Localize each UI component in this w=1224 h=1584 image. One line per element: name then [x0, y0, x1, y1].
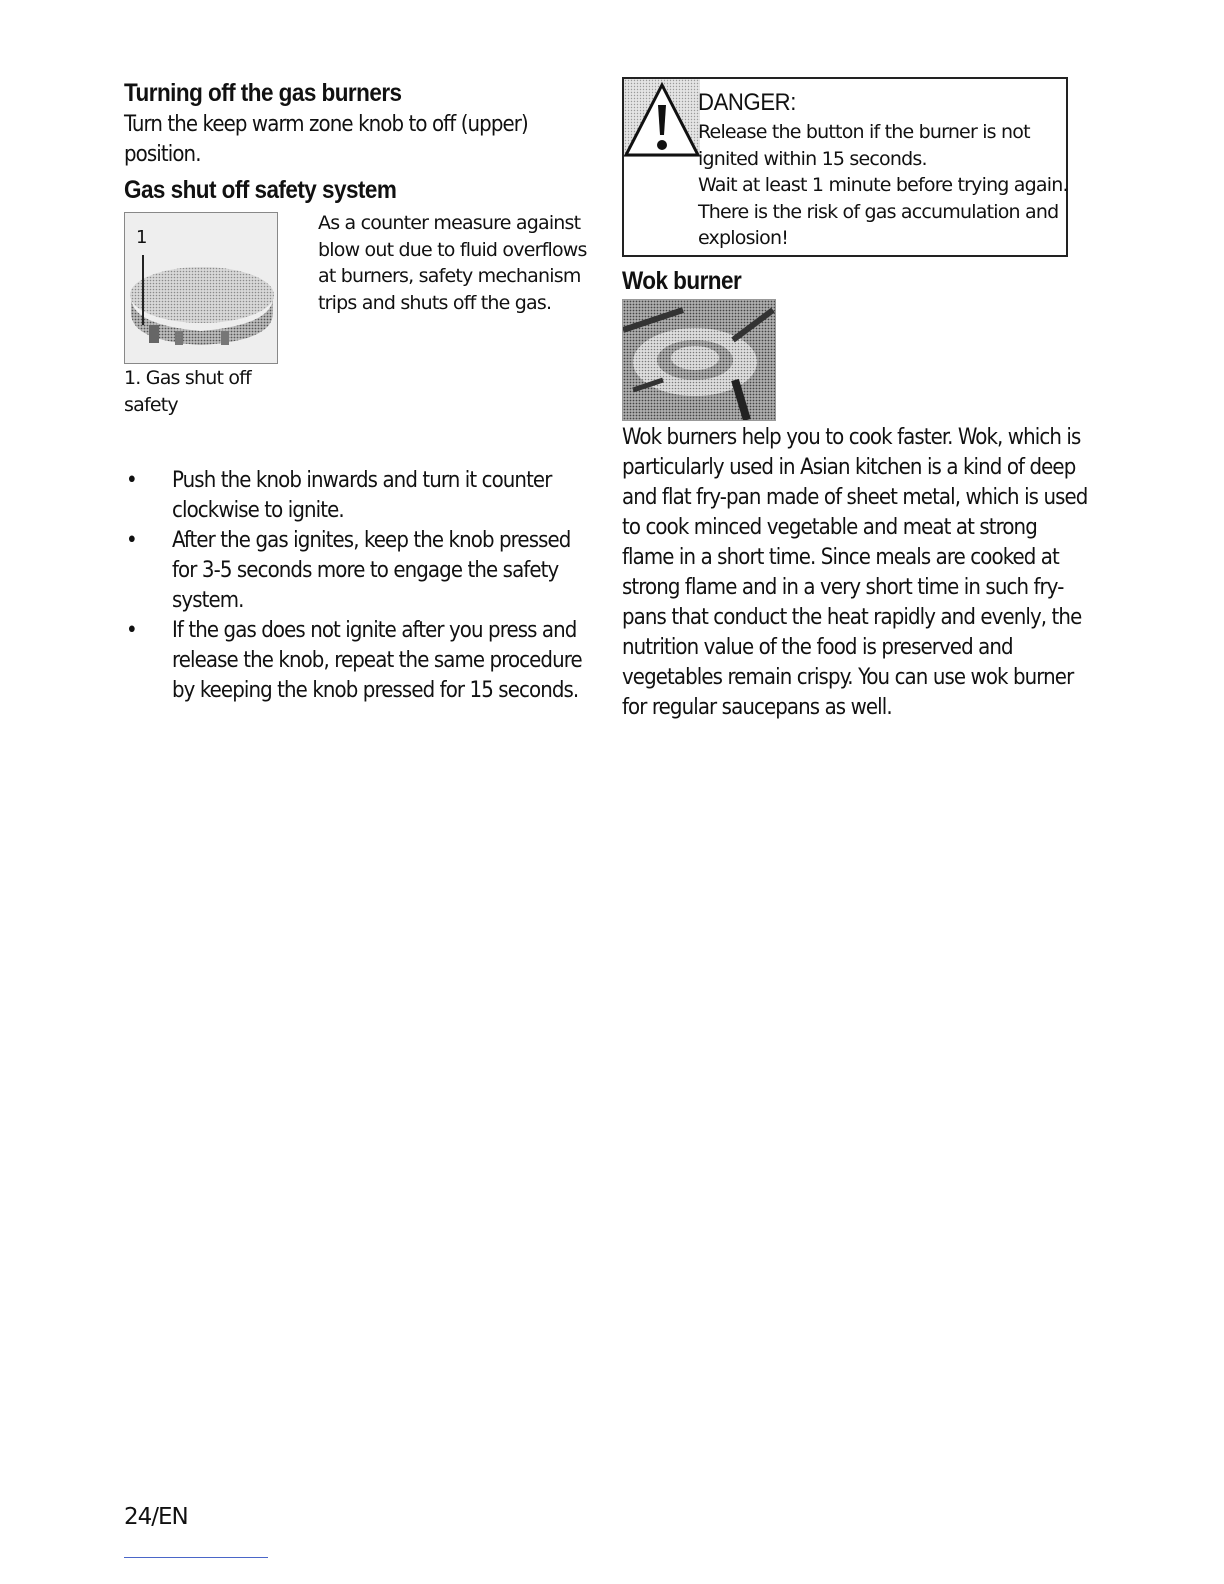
- left-column: [124, 76, 594, 706]
- danger-line: There is the risk of gas accumulation and: [698, 200, 1059, 223]
- ignition-steps-list: [124, 466, 594, 706]
- turning-off-heading: Turning off the gas burners: [124, 79, 402, 107]
- danger-text: [698, 119, 1068, 252]
- wok-burner-image: [622, 299, 776, 421]
- wok-burner-illustration: [623, 300, 775, 420]
- danger-line: ignited within 15 seconds.: [698, 147, 927, 170]
- figure-label-number: 1: [136, 227, 148, 248]
- list-item: • After the gas ignites, keep the knob pressed for 3-5 seconds more to engage the safety system.: [126, 528, 571, 613]
- footer-divider: [124, 1557, 268, 1558]
- right-column: [622, 76, 1092, 723]
- wok-burner-heading: Wok burner: [622, 267, 742, 295]
- danger-line: Release the button if the burner is not: [698, 121, 1030, 143]
- list-item: • Push the knob inwards and turn it counter clockwise to ignite.: [126, 468, 552, 523]
- burner-image: [124, 212, 278, 364]
- wok-burner-text: Wok burners help you to cook faster. Wok, which is particularly used in Asian kitchen is a kind of deep and flat fry-pan made of sheet metal, which is used to cook minced vegetable and meat at strong flame in a short time. Since meals are cooked at strong flame and in a very short time in such fry-pans that conduct the heat rapidly and evenly, the nutrition value of the food is preserved and vegetables remain crispy. You can use wok burner for regular saucepans as well.: [622, 425, 1088, 720]
- page-number: 24/EN: [124, 1504, 188, 1530]
- burner-illustration: [125, 213, 277, 363]
- bullet-icon: •: [126, 618, 137, 643]
- danger-warning-box: [622, 77, 1068, 257]
- list-item: • If the gas does not ignite after you press and release the knob, repeat the same procedure by keeping the knob pressed for 15 seconds.: [126, 618, 582, 703]
- gas-shutoff-figure: [124, 212, 594, 432]
- danger-title: DANGER:: [698, 89, 797, 116]
- figure-caption: 1. Gas shut off safety: [124, 367, 251, 416]
- danger-line: Wait at least 1 minute before trying again.: [698, 174, 1068, 196]
- bullet-icon: •: [126, 528, 137, 553]
- danger-line: explosion!: [698, 227, 789, 249]
- gas-shutoff-heading: Gas shut off safety system: [124, 176, 397, 204]
- figure-text: As a counter measure against blow out due to fluid overflows at burners, safety mechanism trips and shuts off the gas.: [318, 212, 587, 314]
- bullet-icon: •: [126, 468, 137, 493]
- warning-triangle-icon: [624, 79, 700, 159]
- turning-off-text: Turn the keep warm zone knob to off (upper) position.: [124, 112, 528, 167]
